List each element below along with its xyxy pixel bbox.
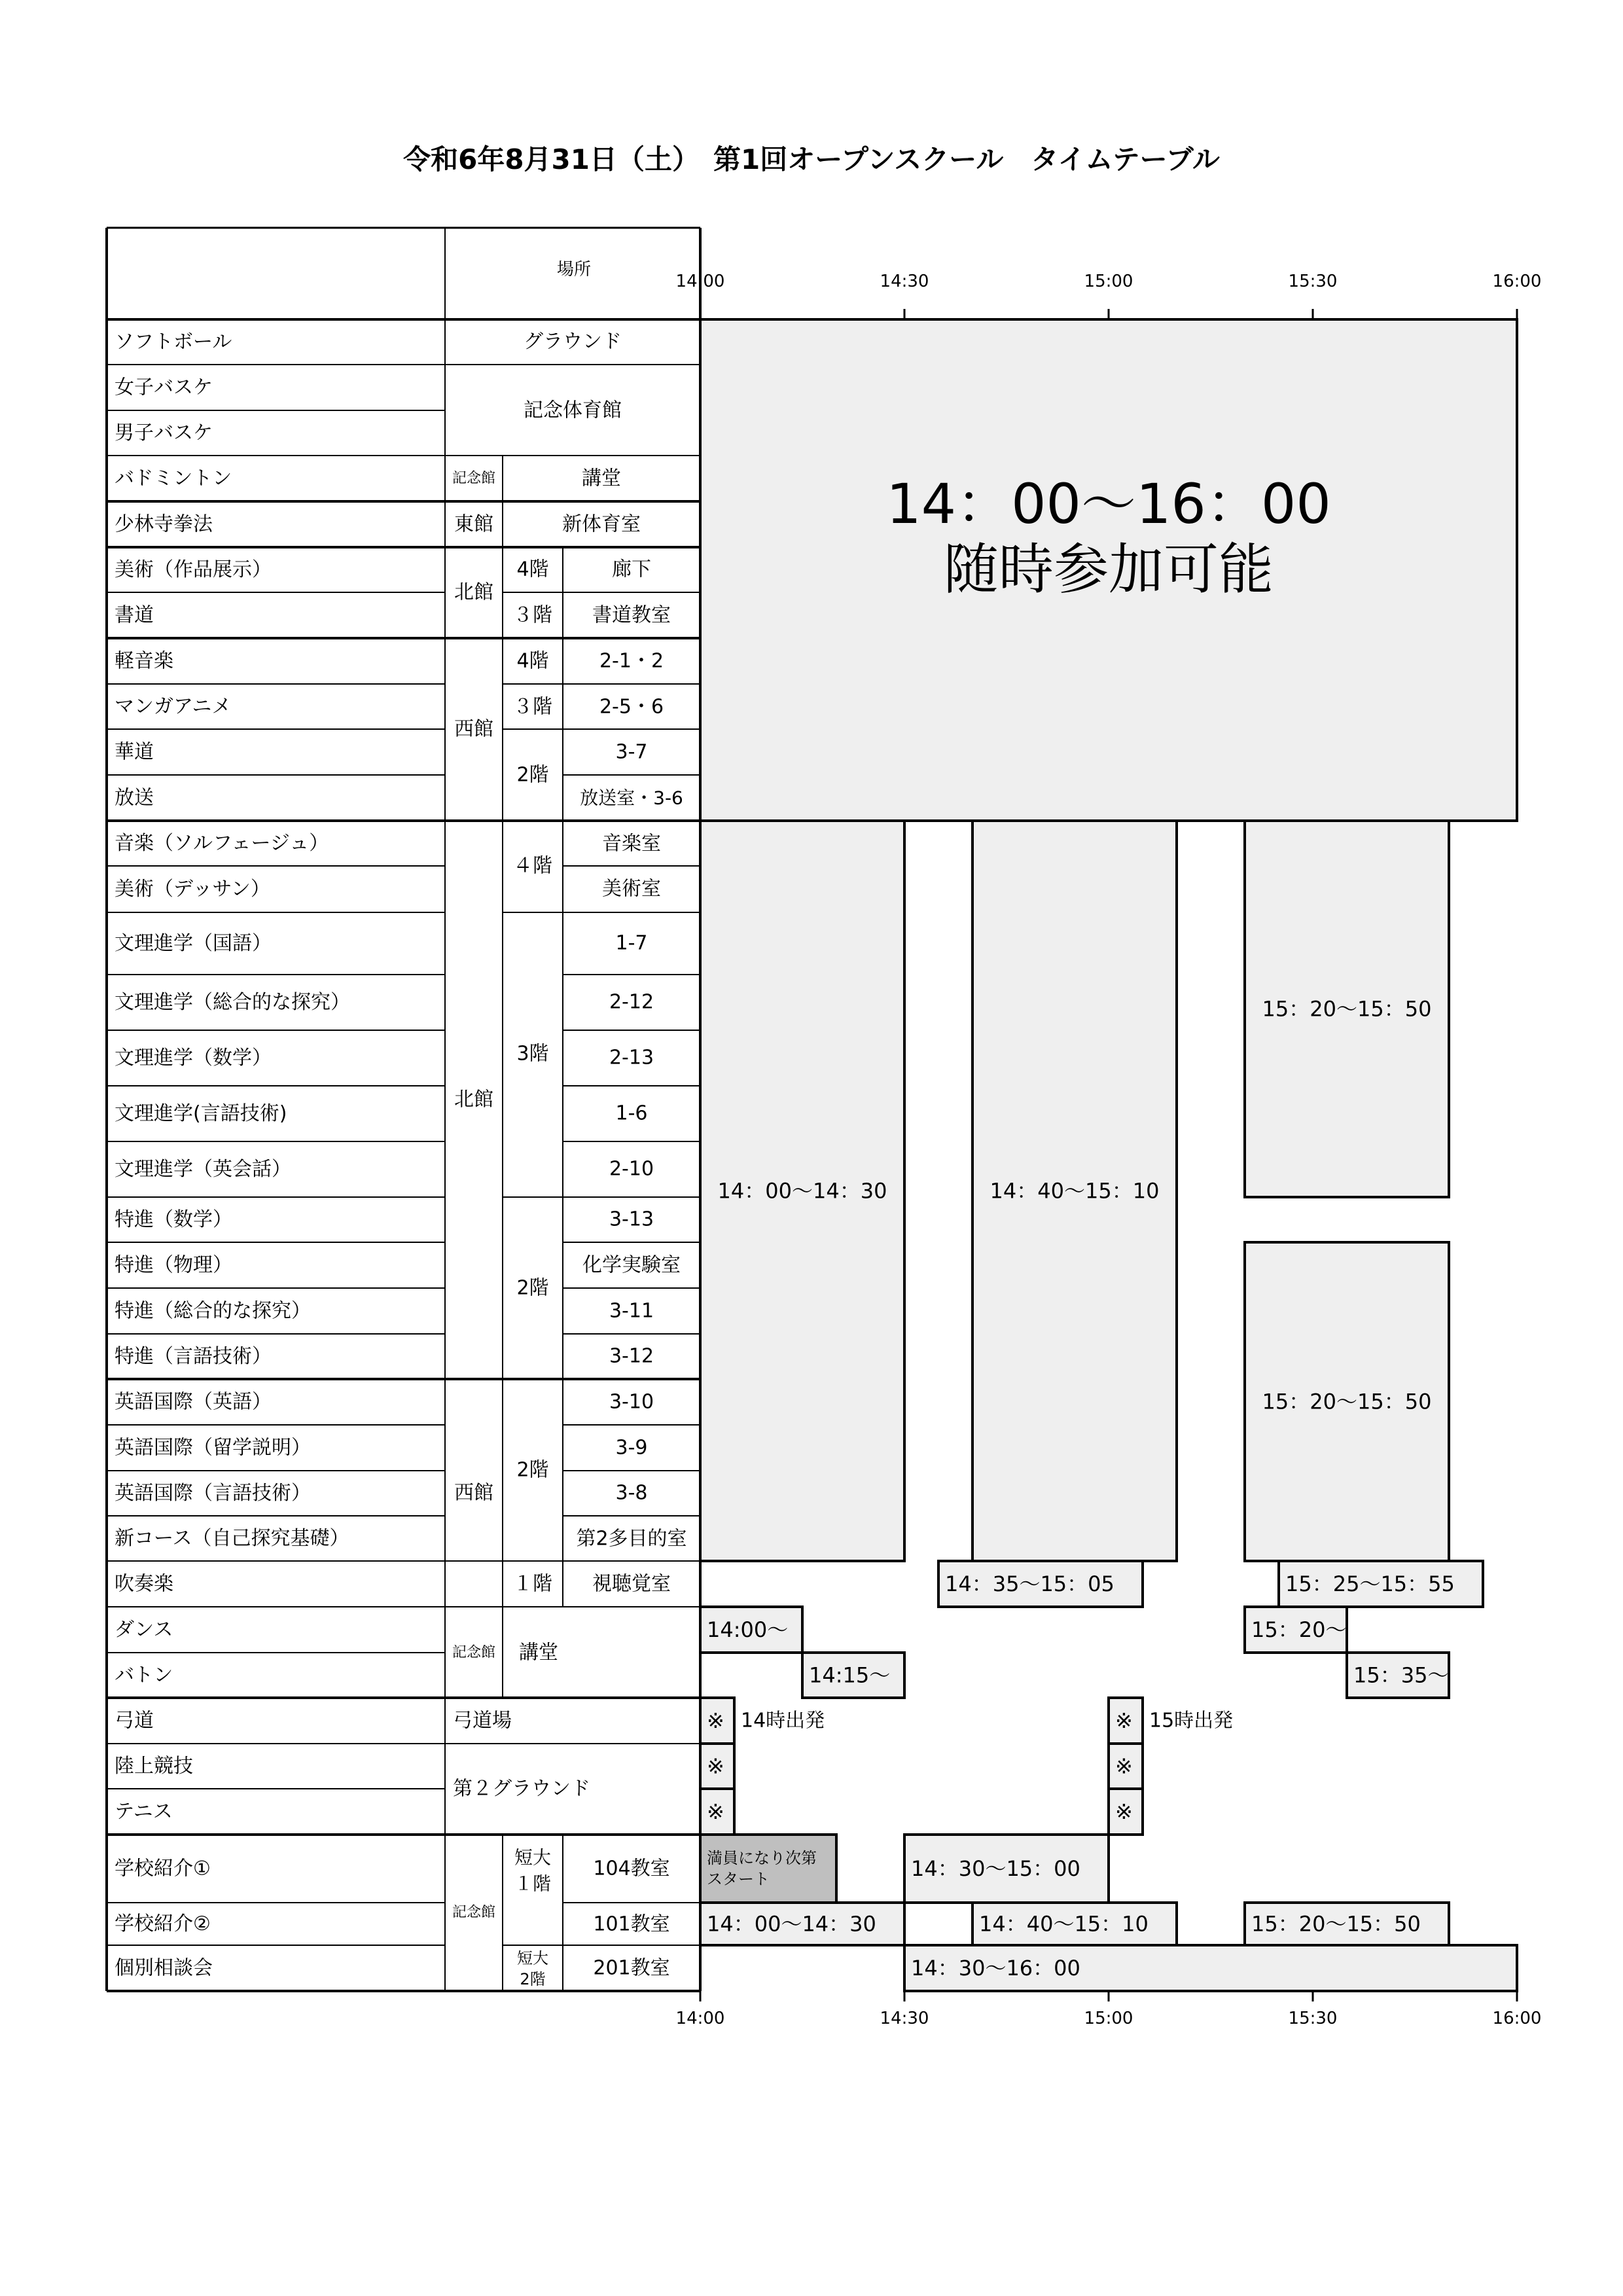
time-tick-label: 15:30 [1288,2009,1338,2028]
block-label: 15：20～15：50 [1251,1911,1421,1937]
place-label: 記念館 [452,1904,496,1921]
block-label: 15：35～ [1353,1662,1449,1688]
place-label: 4階 [516,558,549,581]
place-label: １階 [514,1873,552,1895]
activity-label: 男子バスケ [115,422,213,444]
time-tick-label: 15:00 [1084,272,1133,291]
activity-label: 英語国際（留学説明） [115,1436,311,1460]
activity-label: 特進（数学） [115,1208,232,1231]
activity-label: 軽音楽 [115,649,173,673]
activity-label: 学校紹介② [115,1912,211,1935]
block-label: 随時参加可能 [943,537,1274,601]
place-label: 弓道場 [453,1709,512,1732]
activity-label: 文理進学（英会話） [115,1158,291,1181]
activity-label: 美術（デッサン） [115,878,270,901]
place-label: 講堂 [582,467,621,490]
place-label: 4階 [516,649,549,673]
place-label: 2-5・6 [599,695,664,719]
activity-label: 特進（物理） [115,1253,232,1277]
activity-label: テニス [115,1800,173,1823]
activity-label: 美術（作品展示） [115,558,272,581]
activity-label: 弓道 [115,1709,154,1732]
place-label: 1-7 [615,931,648,955]
block-label: 14：30～15：00 [911,1856,1080,1881]
place-label: ３階 [513,695,552,719]
block-label: 14：00～14：30 [707,1911,876,1937]
activity-label: 文理進学（国語） [115,932,272,955]
time-tick-label: 16:00 [1492,272,1542,291]
place-label: １階 [513,1572,552,1596]
time-tick-label: 16:00 [1492,2009,1542,2028]
place-label: 西館 [454,717,493,741]
place-label: 音楽室 [602,832,661,855]
place-label: 104教室 [593,1857,670,1880]
place-label: 2-10 [609,1157,654,1181]
block-label: 14:15～ [809,1662,891,1688]
activity-label: 文理進学（数学） [115,1047,272,1069]
time-tick-label: 15:00 [1084,2009,1133,2028]
place-label: 3-13 [609,1208,654,1231]
place-label: 西館 [454,1481,493,1505]
activity-label: 文理進学（総合的な探究） [115,991,350,1014]
place-label: 3-9 [615,1436,648,1460]
time-tick-label: 14:30 [880,2009,929,2028]
block-label: 15：20～ [1251,1617,1347,1642]
place-label: 2階 [520,1970,546,1988]
activity-label: 個別相談会 [115,1956,213,1980]
block-label: 15：25～15：55 [1285,1571,1455,1596]
block-label: ※ [707,1799,724,1824]
block-label: 満員になり次第 [707,1849,817,1867]
block-label: ※ [707,1753,724,1779]
place-label: 第２グラウンド [453,1777,590,1801]
block-label: 14：00～14：30 [717,1178,887,1204]
activity-label: 放送 [115,786,154,810]
activity-label: ダンス [115,1618,173,1641]
activity-label: 学校紹介① [115,1857,211,1880]
table-labels [115,331,687,1989]
place-label: 講堂 [519,1641,558,1664]
activity-label: 英語国際（言語技術） [115,1482,311,1505]
place-label: 2階 [516,763,549,787]
activity-label: 少林寺拳法 [115,512,213,536]
place-label: 101教室 [593,1912,670,1936]
activity-label: 陸上競技 [115,1755,193,1778]
time-tick-label: 15:30 [1288,272,1338,291]
block-label: 14：40～15：10 [990,1178,1160,1204]
activity-label: バトン [115,1664,173,1687]
place-label: 短大 [517,1949,548,1967]
activity-label: バドミントン [115,467,232,490]
activity-label: 特進（総合的な探究） [115,1299,311,1323]
place-label: 3-11 [609,1299,654,1323]
block-label: 15：20～15：50 [1262,1389,1432,1414]
place-label: 廊下 [612,558,651,581]
activity-label: 新コース（自己探究基礎） [115,1527,349,1550]
place-label: 3-10 [609,1390,654,1414]
location-header: 場所 [556,260,592,279]
activity-label: ソフトボール [115,331,232,353]
note-label: 14時出発 [741,1709,825,1732]
place-label: 第2多目的室 [576,1527,687,1551]
time-tick-label: 14:00 [675,272,725,291]
activity-label: 女子バスケ [115,376,213,399]
place-label: 化学実験室 [582,1253,681,1277]
place-label: 3-12 [609,1344,654,1368]
activity-label: マンガアニメ [115,695,232,718]
block-label: ※ [1115,1708,1133,1733]
place-label: 美術室 [602,877,661,901]
schedule-block [700,1835,836,1903]
place-label: 北館 [454,1088,493,1111]
place-label: 記念館 [452,470,496,487]
place-label: グラウンド [524,330,622,353]
place-label: 新体育室 [562,512,641,536]
place-label: 2-1・2 [599,649,664,673]
place-label: ４階 [513,854,552,878]
block-label: 15：20～15：50 [1262,996,1432,1022]
activity-label: 書道 [115,603,154,627]
activity-label: 英語国際（英語） [115,1390,272,1414]
place-label: 3階 [516,1042,549,1066]
block-label: ※ [707,1708,724,1733]
time-tick-label: 14:30 [880,272,929,291]
place-label: 2階 [516,1276,549,1300]
time-tick-label: 14:00 [675,2009,725,2028]
place-cell [445,821,503,1561]
page-title: 令和6年8月31日（土） 第1回オープンスクール タイムテーブル [403,143,1220,175]
block-label: ※ [1115,1753,1133,1779]
place-label: 記念館 [452,1644,496,1661]
place-label: 201教室 [593,1956,670,1980]
schedule-blocks [700,319,1517,1991]
place-label: 書道教室 [592,603,671,627]
block-label: ※ [1115,1799,1133,1824]
activity-label: 音楽（ソルフェージュ） [115,832,329,855]
place-label: 東館 [454,512,493,536]
block-label: 14：30～16：00 [911,1956,1080,1981]
place-label: 3-7 [615,740,648,764]
place-label: 北館 [454,581,493,604]
place-label: 記念体育館 [524,399,622,422]
place-label: 2階 [516,1458,549,1482]
place-label: 1-6 [615,1102,648,1125]
activity-label: 文理進学(言語技術) [115,1102,287,1125]
activity-label: 吹奏楽 [115,1572,173,1596]
place-label: 3-8 [615,1481,648,1505]
place-label: 放送室・3-6 [580,787,683,809]
note-label: 15時出発 [1149,1709,1234,1732]
block-label: 14：35～15：05 [945,1571,1115,1596]
place-label: 2-12 [609,990,654,1014]
place-label: 2-13 [609,1046,654,1069]
block-label: スタート [707,1870,770,1888]
place-label: ３階 [513,603,552,627]
activity-label: 特進（言語技術） [115,1345,272,1368]
place-label: 短大 [514,1846,552,1869]
block-label: 14：40～15：10 [979,1911,1149,1937]
block-label: 14：00～16：00 [886,472,1331,536]
activity-label: 華道 [115,740,154,764]
block-label: 14:00～ [707,1617,789,1642]
place-label: 視聴覚室 [592,1572,671,1596]
